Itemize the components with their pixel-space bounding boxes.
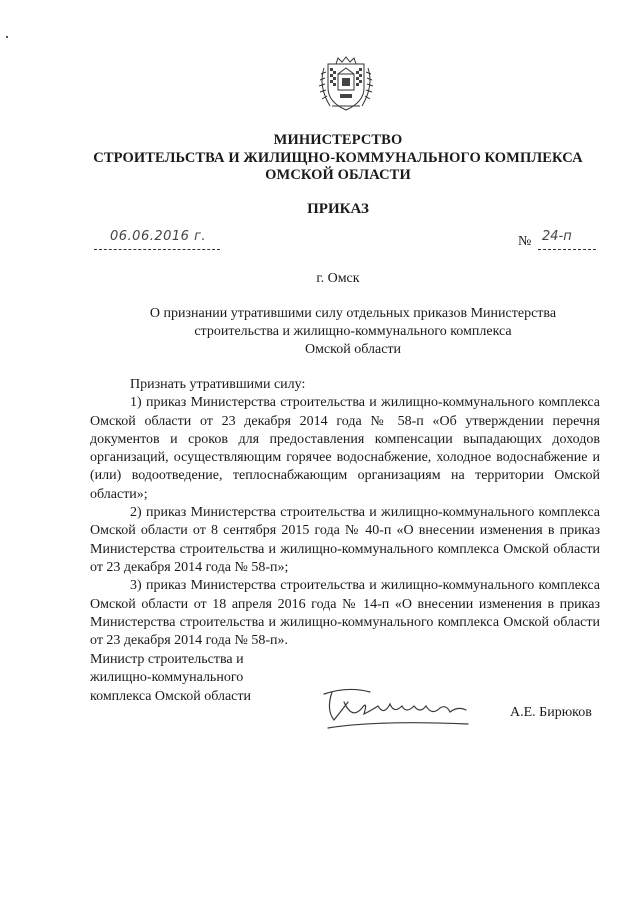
body-item: 2) приказ Министерства строительства и жилищно-коммунального комплекса Омской области от 8 сентября 2015 года № 40-п «О внесении изменения в приказ Министерства строительства и жилищно-коммунального комплекса Омской области от 23 декабря 2014 года № 58-п»;: [90, 505, 600, 575]
subject-line: Омской области: [304, 342, 402, 358]
order-body: [90, 376, 600, 650]
ministry-title-line2: СТРОИТЕЛЬСТВА И ЖИЛИЩНО-КОММУНАЛЬНОГО КОМПЛЕКСА: [93, 150, 583, 166]
city-name: г. Омск: [316, 271, 360, 286]
position-line: жилищно-коммунального: [90, 670, 244, 686]
subject-line: О признании утратившими силу отдельных приказов Министерства: [149, 306, 557, 321]
order-subject: [110, 305, 596, 360]
body-item: 3) приказ Министерства строительства и жилищно-коммунального комплекса Омской области от 18 апреля 2016 года № 14-п «О внесении изменения в приказ Министерства строительства и жилищно-коммунального комплекса Омской области от 23 декабря 2014 года № 58-п».: [90, 578, 600, 649]
order-date-field: [94, 227, 220, 250]
signatory-position: [90, 651, 310, 706]
position-line: Министр строительства и: [90, 652, 244, 667]
ministry-title-line3: ОМСКОЙ ОБЛАСТИ: [265, 167, 411, 183]
subject-line: строительства и жилищно-коммунального комплекса: [194, 324, 512, 340]
handwritten-number: 24-п: [542, 229, 572, 244]
handwritten-signature: [318, 680, 478, 740]
signatory-name: А.Е. Бирюков: [510, 705, 592, 720]
coat-of-arms-icon: [316, 56, 376, 114]
handwritten-date: 06.06.2016 г.: [110, 229, 207, 244]
position-line: комплекса Омской области: [90, 688, 251, 704]
scan-speck: [6, 36, 8, 38]
number-label: №: [518, 234, 532, 249]
body-intro: Признать утратившими силу:: [130, 377, 306, 392]
order-number-field: [538, 227, 596, 250]
body-item: 1) приказ Министерства строительства и жилищно-коммунального комплекса Омской области от 23 декабря 2014 года № 58-п «Об утверждении перечня документов и сроков для предоставления компенсации выпадающих доходов организаций, осуществляющим горячее водоснабжение, холодное водоснабжение и (или) водоотведение, теплоснабжающим организациям на территории Омской области»;: [90, 395, 600, 502]
document-type-title: ПРИКАЗ: [307, 201, 369, 217]
ministry-title-line1: МИНИСТЕРСТВО: [273, 132, 403, 148]
